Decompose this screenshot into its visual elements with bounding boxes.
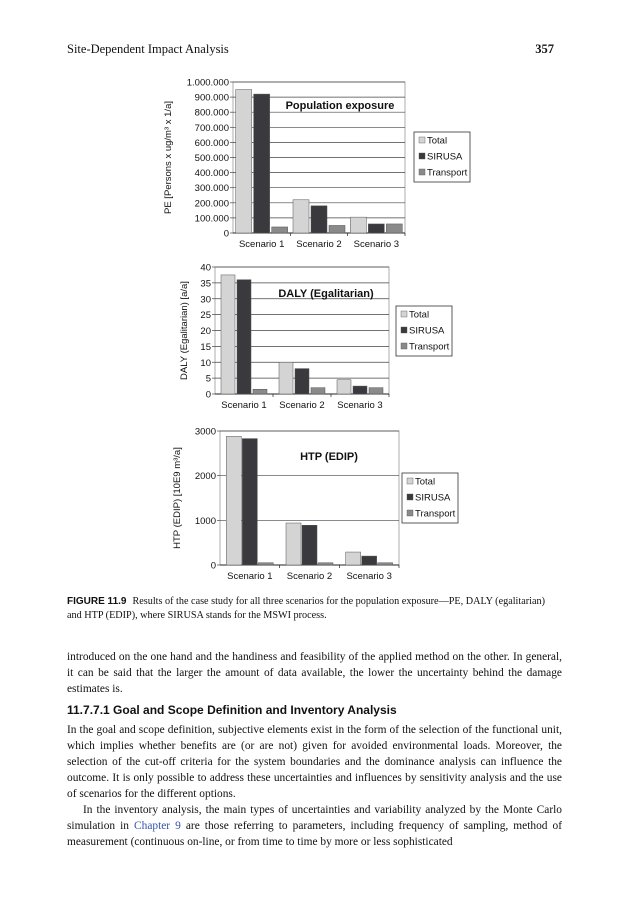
y-axis-label: HTP (EDIP) [10E9 m³/a]: [172, 447, 183, 549]
running-header: [67, 42, 554, 58]
y-tick-label: 600.000: [194, 137, 229, 149]
bar-sirusa-2: [302, 525, 317, 565]
x-tick-label: Scenario 2: [286, 571, 333, 582]
y-tick-label: 1.000.000: [186, 77, 229, 89]
y-tick-label: 3000: [194, 426, 216, 438]
y-tick-label: 0: [210, 560, 216, 572]
x-tick-label: Scenario 1: [221, 400, 267, 411]
bar-sirusa-2: [311, 206, 327, 233]
bar-total-3: [350, 217, 366, 233]
bar-total-3: [337, 380, 351, 394]
y-tick-label: 900.000: [194, 92, 229, 104]
chapter-9-link[interactable]: Chapter 9: [134, 820, 181, 832]
legend-swatch-total: [401, 311, 407, 317]
legend-swatch-sirusa: [401, 327, 407, 333]
legend-swatch-total: [419, 137, 425, 143]
legend-label-transport: Transport: [427, 167, 468, 179]
bar-sirusa-3: [362, 556, 377, 565]
y-tick-label: 30: [200, 294, 211, 306]
bar-transport-2: [329, 225, 345, 233]
paragraph-1-text: introduced on the one hand and the handiness and feasibility of the applied method on the other. In general, it can be said that the larger the amount of data available, the lower the uncertainty behind the damage estimates is.: [67, 651, 562, 695]
chart-htp-edip: [0, 423, 629, 588]
page-number: 357: [535, 42, 554, 56]
x-tick-label: Scenario 3: [346, 571, 392, 582]
legend-swatch-transport: [407, 510, 413, 516]
chart-title: HTP (EDIP): [300, 451, 358, 463]
y-tick-label: 5: [205, 373, 211, 385]
legend-label-total: Total: [415, 476, 436, 488]
chart-daly-egalitarian: [0, 258, 629, 413]
bar-transport-3: [378, 563, 393, 565]
running-title: Site-Dependent Impact Analysis: [67, 42, 229, 56]
chart-title: DALY (Egalitarian): [278, 288, 374, 300]
y-tick-label: 0: [205, 389, 211, 401]
figure-label: FIGURE 11.9: [67, 596, 127, 607]
legend-swatch-total: [407, 478, 413, 484]
y-tick-label: 20: [200, 326, 211, 337]
y-tick-label: 400.000: [194, 168, 229, 180]
bar-sirusa-1: [242, 439, 257, 565]
legend-swatch-transport: [419, 169, 425, 175]
paragraph-3-text: [67, 802, 562, 850]
y-tick-label: 700.000: [194, 122, 229, 134]
y-axis-label: DALY (Egalitarian) [a/a]: [179, 281, 190, 380]
y-tick-label: 40: [200, 262, 211, 274]
legend-label-sirusa: SIRUSA: [409, 325, 445, 337]
y-tick-label: 0: [223, 228, 229, 240]
bar-total-2: [279, 362, 293, 394]
paragraph-3-part-2: are those referring to parameters, including frequency of sampling, method of measurement (continuous on-line, or from time to time by more or less sophisticated: [67, 820, 562, 848]
bar-sirusa-3: [353, 386, 367, 394]
x-tick-label: Scenario 3: [353, 239, 400, 250]
x-tick-label: Scenario 3: [337, 400, 383, 411]
bar-total-2: [293, 200, 309, 233]
paragraph-3-part-1: In the inventory analysis, the main types of uncertainties and variability analyzed by the Monte Carlo simulation in: [67, 804, 562, 832]
bar-transport-3: [369, 388, 383, 394]
figure-caption: [67, 595, 562, 623]
figure-caption-text: Results of the case study for all three scenarios for the population exposure—PE, DALY (egalitarian) and HTP (EDIP), where SIRUSA stands for the MSWI process.: [67, 596, 545, 621]
y-tick-label: 500.000: [194, 153, 229, 164]
bar-transport-2: [318, 563, 333, 565]
paragraph-2: [67, 722, 562, 850]
bar-transport-2: [311, 388, 325, 394]
y-tick-label: 25: [200, 310, 211, 322]
legend-label-sirusa: SIRUSA: [427, 151, 463, 163]
bar-total-1: [221, 275, 235, 394]
legend-swatch-sirusa: [419, 153, 425, 159]
y-tick-label: 1000: [194, 515, 216, 527]
x-tick-label: Scenario 2: [296, 239, 342, 250]
bar-sirusa-1: [237, 280, 251, 394]
bar-transport-1: [253, 389, 267, 394]
legend-label-transport: Transport: [409, 341, 450, 353]
bar-total-1: [236, 90, 252, 233]
x-tick-label: Scenario 1: [227, 571, 273, 582]
section-heading: 11.7.7.1 Goal and Scope Definition and Inventory Analysis: [67, 703, 397, 717]
bar-total-3: [346, 552, 361, 565]
legend-label-sirusa: SIRUSA: [415, 492, 451, 504]
bar-sirusa-2: [295, 369, 309, 394]
y-tick-label: 15: [200, 341, 211, 353]
y-tick-label: 800.000: [194, 107, 229, 119]
y-tick-label: 200.000: [194, 198, 229, 210]
paragraph-1: [67, 649, 562, 697]
y-axis-label: PE [Persons x ug/m³ x 1/a]: [163, 101, 174, 214]
chart-population-exposure: [0, 75, 629, 255]
x-tick-label: Scenario 2: [279, 400, 325, 411]
y-tick-label: 2000: [194, 471, 216, 483]
bar-transport-3: [386, 224, 402, 233]
bar-transport-1: [272, 227, 288, 233]
legend-swatch-transport: [401, 343, 407, 349]
legend-label-transport: Transport: [415, 508, 456, 520]
y-tick-label: 10: [200, 357, 211, 369]
bar-transport-1: [258, 563, 273, 565]
bar-total-1: [226, 436, 241, 565]
bar-sirusa-1: [254, 94, 270, 233]
y-tick-label: 35: [200, 278, 211, 290]
chart-title: Population exposure: [285, 100, 395, 112]
legend-label-total: Total: [409, 309, 430, 321]
paragraph-2-text: In the goal and scope definition, subjective elements exist in the form of the selection of the functional unit, which implies whether benefits are (or are not) given for avoided environmental loads. Moreover, the selection of the cut-off criteria for the system boundaries and the dominance analysis can influence the outcome. It is only possible to address these uncertainties and influences by sensitivity analysis and the use of scenarios for the different options.: [67, 724, 562, 800]
y-tick-label: 100.000: [194, 213, 229, 225]
bar-total-2: [286, 523, 301, 565]
legend-label-total: Total: [427, 135, 448, 147]
x-tick-label: Scenario 1: [238, 239, 285, 250]
bar-sirusa-3: [368, 224, 384, 233]
y-tick-label: 300.000: [194, 183, 229, 195]
legend-swatch-sirusa: [407, 494, 413, 500]
